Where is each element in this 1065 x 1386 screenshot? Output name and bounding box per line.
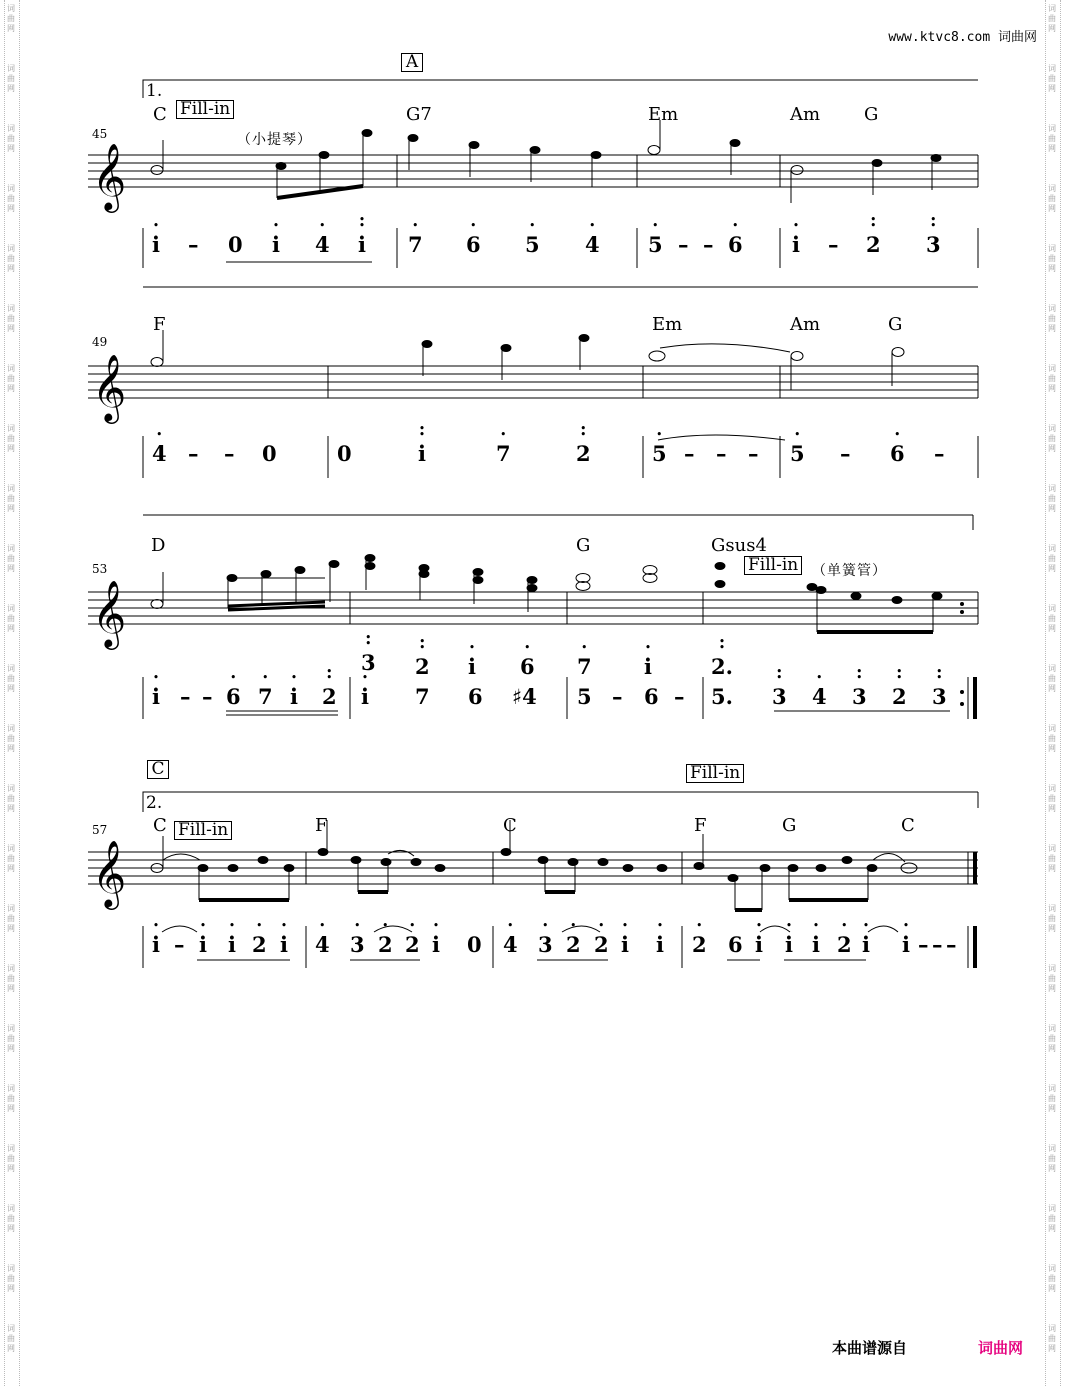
- jianpu-note: • i: [902, 934, 910, 955]
- jianpu-note: • 4: [315, 934, 330, 955]
- jianpu-note: • i: [152, 686, 160, 707]
- jianpu-note: • 3: [538, 934, 553, 955]
- jianpu-note: • 5: [648, 234, 663, 255]
- jianpu-note: • i: [152, 234, 160, 255]
- footer-source-label: 本曲谱源自: [832, 1339, 908, 1357]
- watermark-text: 词 曲 网: [7, 784, 15, 813]
- jianpu-note: • 6: [890, 443, 905, 464]
- jianpu-dash: –: [174, 932, 185, 957]
- watermark-text: 词 曲 网: [1048, 1084, 1056, 1113]
- watermark-text: 词 曲 网: [1048, 664, 1056, 693]
- jianpu-dash: –: [180, 684, 191, 709]
- jianpu-dash: –: [932, 932, 943, 957]
- watermark-text: 词 曲 网: [1048, 724, 1056, 753]
- jianpu-note: • 6: [226, 686, 241, 707]
- watermark-text: 词 曲 网: [7, 964, 15, 993]
- watermark-text: 词 曲 网: [1048, 1204, 1056, 1233]
- jianpu-note: • 2: [692, 934, 707, 955]
- jianpu-dash: –: [918, 932, 929, 957]
- jianpu-dash: –: [828, 232, 839, 257]
- watermark-text: 词 曲 网: [7, 724, 15, 753]
- jianpu-dash: –: [716, 441, 727, 466]
- treble-clef-icon: 𝄞: [92, 839, 127, 907]
- jianpu-dash: –: [224, 441, 235, 466]
- watermark-text: 词 曲 网: [1048, 964, 1056, 993]
- watermark-text: 词 曲 网: [7, 244, 15, 273]
- watermark-text: 词 曲 网: [1048, 1264, 1056, 1293]
- jianpu-dash: –: [934, 441, 945, 466]
- treble-clefs: [92, 142, 126, 910]
- chord-symbol: F: [315, 815, 328, 836]
- watermark-text: 词 曲 网: [7, 484, 15, 513]
- jianpu-note: • 5: [790, 443, 805, 464]
- chord-symbol: C: [153, 104, 167, 125]
- jianpu-note: • i: [468, 656, 476, 677]
- jianpu-dash: –: [946, 932, 957, 957]
- chord-symbol: Gsus4: [711, 535, 767, 556]
- volta-label: 1.: [146, 81, 163, 101]
- jianpu-note: • i: [290, 686, 298, 707]
- jianpu-dash: –: [674, 684, 685, 709]
- jianpu-note: • i: [621, 934, 629, 955]
- jianpu-note: • 5: [652, 443, 667, 464]
- jianpu-note: • 3 •: [932, 686, 947, 707]
- watermark-text: 词 曲 网: [1048, 1144, 1056, 1173]
- watermark-text: 词 曲 网: [7, 1084, 15, 1113]
- chord-symbol: G: [576, 535, 591, 556]
- volta-label: 2.: [146, 793, 163, 813]
- watermark-text: 词 曲 网: [7, 1024, 15, 1053]
- watermark-text: 词 曲 网: [7, 1204, 15, 1233]
- jianpu-note: • i: [812, 934, 820, 955]
- chord-symbol: Am: [790, 314, 821, 335]
- jianpu-note: • i •: [358, 234, 366, 255]
- watermark-text: 词 曲 网: [1048, 124, 1056, 153]
- watermark-text: 词 曲 网: [1048, 904, 1056, 933]
- chord-symbol: F: [694, 815, 707, 836]
- watermark-text: 词 曲 网: [1048, 184, 1056, 213]
- rehearsal-mark: C: [147, 760, 169, 779]
- watermark-text: 词 曲 网: [7, 304, 15, 333]
- watermark-text: 词 曲 网: [1048, 304, 1056, 333]
- treble-clef-icon: 𝄞: [92, 353, 127, 421]
- jianpu-note: • 4: [315, 234, 330, 255]
- jianpu-note: • 2: [566, 934, 581, 955]
- jianpu-note: 5: [577, 684, 592, 709]
- watermark-text: 词 曲 网: [1048, 1024, 1056, 1053]
- jianpu-note: • 3 •: [926, 234, 941, 255]
- chord-symbol: Am: [790, 104, 821, 125]
- jianpu-note: • 2 •: [866, 234, 881, 255]
- watermark-text: 词 曲 网: [7, 844, 15, 873]
- treble-clef-icon: 𝄞: [92, 142, 127, 210]
- jianpu-note: • i: [432, 934, 440, 955]
- watermark-text: 词 曲 网: [7, 904, 15, 933]
- jianpu-note: • i: [228, 934, 236, 955]
- jianpu-dash: –: [188, 232, 199, 257]
- jianpu-dash: –: [612, 684, 623, 709]
- chord-symbol: G7: [406, 104, 432, 125]
- measure-number: 49: [92, 335, 108, 349]
- jianpu-note: • 2: [252, 934, 267, 955]
- watermark-text: 词 曲 网: [7, 4, 15, 33]
- jianpu-note: • i: [280, 934, 288, 955]
- watermark-text: 词 曲 网: [7, 124, 15, 153]
- jianpu-note: • i: [199, 934, 207, 955]
- jianpu-note: • 2: [378, 934, 393, 955]
- jianpu-dash: –: [188, 441, 199, 466]
- watermark-text: 词 曲 网: [1048, 244, 1056, 273]
- watermark-text: 词 曲 网: [7, 1324, 15, 1353]
- jianpu-note: • 7: [577, 656, 592, 677]
- watermark-text: 词 曲 网: [1048, 4, 1056, 33]
- jianpu-note: • i: [656, 934, 664, 955]
- watermark-text: 词 曲 网: [1048, 64, 1056, 93]
- jianpu-note: • i: [755, 934, 763, 955]
- instrument-label: （单簧管）: [812, 563, 887, 579]
- jianpu-note: 6: [728, 932, 743, 957]
- fill-in-box: Fill-in: [174, 821, 232, 840]
- fill-in-box: Fill-in: [176, 100, 234, 119]
- measure-number: 45: [92, 127, 108, 141]
- jianpu-note: • i: [152, 934, 160, 955]
- jianpu-note: • 3: [350, 934, 365, 955]
- jianpu-note: • i: [785, 934, 793, 955]
- jianpu-note: 7: [415, 684, 430, 709]
- jianpu-note: • 2: [405, 934, 420, 955]
- jianpu-note: • 7: [496, 443, 511, 464]
- jianpu-note: • 6: [466, 234, 481, 255]
- jianpu-note: • 4: [152, 443, 167, 464]
- jianpu-dash: –: [678, 232, 689, 257]
- watermark-text: 词 曲 网: [7, 604, 15, 633]
- chord-symbol: C: [503, 815, 517, 836]
- jianpu-note: 0: [467, 932, 482, 957]
- jianpu-note: 0: [262, 441, 277, 466]
- chord-symbol: Em: [648, 104, 679, 125]
- jianpu-note: 5.: [711, 684, 733, 709]
- watermark-text: 词 曲 网: [7, 664, 15, 693]
- watermark-text: 词 曲 网: [7, 544, 15, 573]
- jianpu-note: • 3 •: [852, 686, 867, 707]
- jianpu-dash: –: [748, 441, 759, 466]
- jianpu-note: • i: [644, 656, 652, 677]
- jianpu-note: • 3 •: [772, 686, 787, 707]
- fill-in-box: Fill-in: [686, 764, 744, 783]
- jianpu-note: • i: [361, 686, 369, 707]
- jianpu-note: • 2 •: [576, 443, 591, 464]
- jianpu-note: 6: [644, 684, 659, 709]
- watermark-text: 词 曲 网: [1048, 544, 1056, 573]
- chord-symbol: G: [864, 104, 879, 125]
- watermark-text: 词 曲 网: [7, 424, 15, 453]
- watermark-text: 词 曲 网: [7, 64, 15, 93]
- watermark-text: 词 曲 网: [7, 1264, 15, 1293]
- watermark-text: 词 曲 网: [7, 364, 15, 393]
- watermark-text: 词 曲 网: [1048, 424, 1056, 453]
- watermark-text: 词 曲 网: [7, 184, 15, 213]
- jianpu-note: • 2: [837, 934, 852, 955]
- jianpu-note: • i: [792, 234, 800, 255]
- watermark-text: 词 曲 网: [1048, 604, 1056, 633]
- watermark-text: 词 曲 网: [1048, 364, 1056, 393]
- fill-in-box: Fill-in: [744, 556, 802, 575]
- watermark-text: 词 曲 网: [1048, 1324, 1056, 1353]
- watermark-text: 词 曲 网: [1048, 484, 1056, 513]
- jianpu-note: • 4: [812, 686, 827, 707]
- jianpu-dash: –: [202, 684, 213, 709]
- instrument-label: （小提琴）: [237, 132, 312, 148]
- chord-symbol: G: [888, 314, 903, 335]
- chord-symbol: Em: [652, 314, 683, 335]
- jianpu-note: • 2: [594, 934, 609, 955]
- measure-number: 57: [92, 823, 108, 837]
- site-url: www.ktvc8.com: [888, 30, 991, 45]
- jianpu-note: • 2 •: [892, 686, 907, 707]
- footer-site-link[interactable]: 词曲网: [978, 1339, 1024, 1357]
- measure-number: 53: [92, 562, 108, 576]
- chord-symbol: D: [151, 535, 166, 556]
- jianpu-note: • 4: [585, 234, 600, 255]
- chord-symbol: C: [901, 815, 915, 836]
- jianpu-note: • 4: [503, 934, 518, 955]
- jianpu-note: 0: [337, 441, 352, 466]
- jianpu-note: 6: [468, 684, 483, 709]
- rehearsal-mark: A: [401, 53, 423, 72]
- site-name: 词曲网: [997, 30, 1037, 45]
- jianpu-note: • 2. •: [711, 656, 733, 677]
- jianpu-note: • 2 •: [415, 656, 430, 677]
- jianpu-note: • 7: [408, 234, 423, 255]
- jianpu-note: • 5: [525, 234, 540, 255]
- jianpu-note: • i: [272, 234, 280, 255]
- jianpu-dash: –: [684, 441, 695, 466]
- chord-symbol: C: [153, 815, 167, 836]
- jianpu-note: ♯4: [512, 684, 537, 709]
- jianpu-dash: –: [840, 441, 851, 466]
- jianpu-note: 0: [228, 232, 243, 257]
- watermark-text: 词 曲 网: [1048, 844, 1056, 873]
- jianpu-note: • 3 •: [361, 652, 376, 673]
- jianpu-note: • 7: [258, 686, 273, 707]
- jianpu-dash: –: [703, 232, 714, 257]
- chord-symbol: F: [153, 314, 166, 335]
- jianpu-note: • 6: [520, 656, 535, 677]
- jianpu-note: • 6: [728, 234, 743, 255]
- treble-clef-icon: 𝄞: [92, 579, 127, 647]
- chord-symbol: G: [782, 815, 797, 836]
- jianpu-note: • 2 •: [322, 686, 337, 707]
- watermark-text: 词 曲 网: [7, 1144, 15, 1173]
- jianpu-note: • i: [862, 934, 870, 955]
- watermark-text: 词 曲 网: [1048, 784, 1056, 813]
- jianpu-note: • i •: [418, 443, 426, 464]
